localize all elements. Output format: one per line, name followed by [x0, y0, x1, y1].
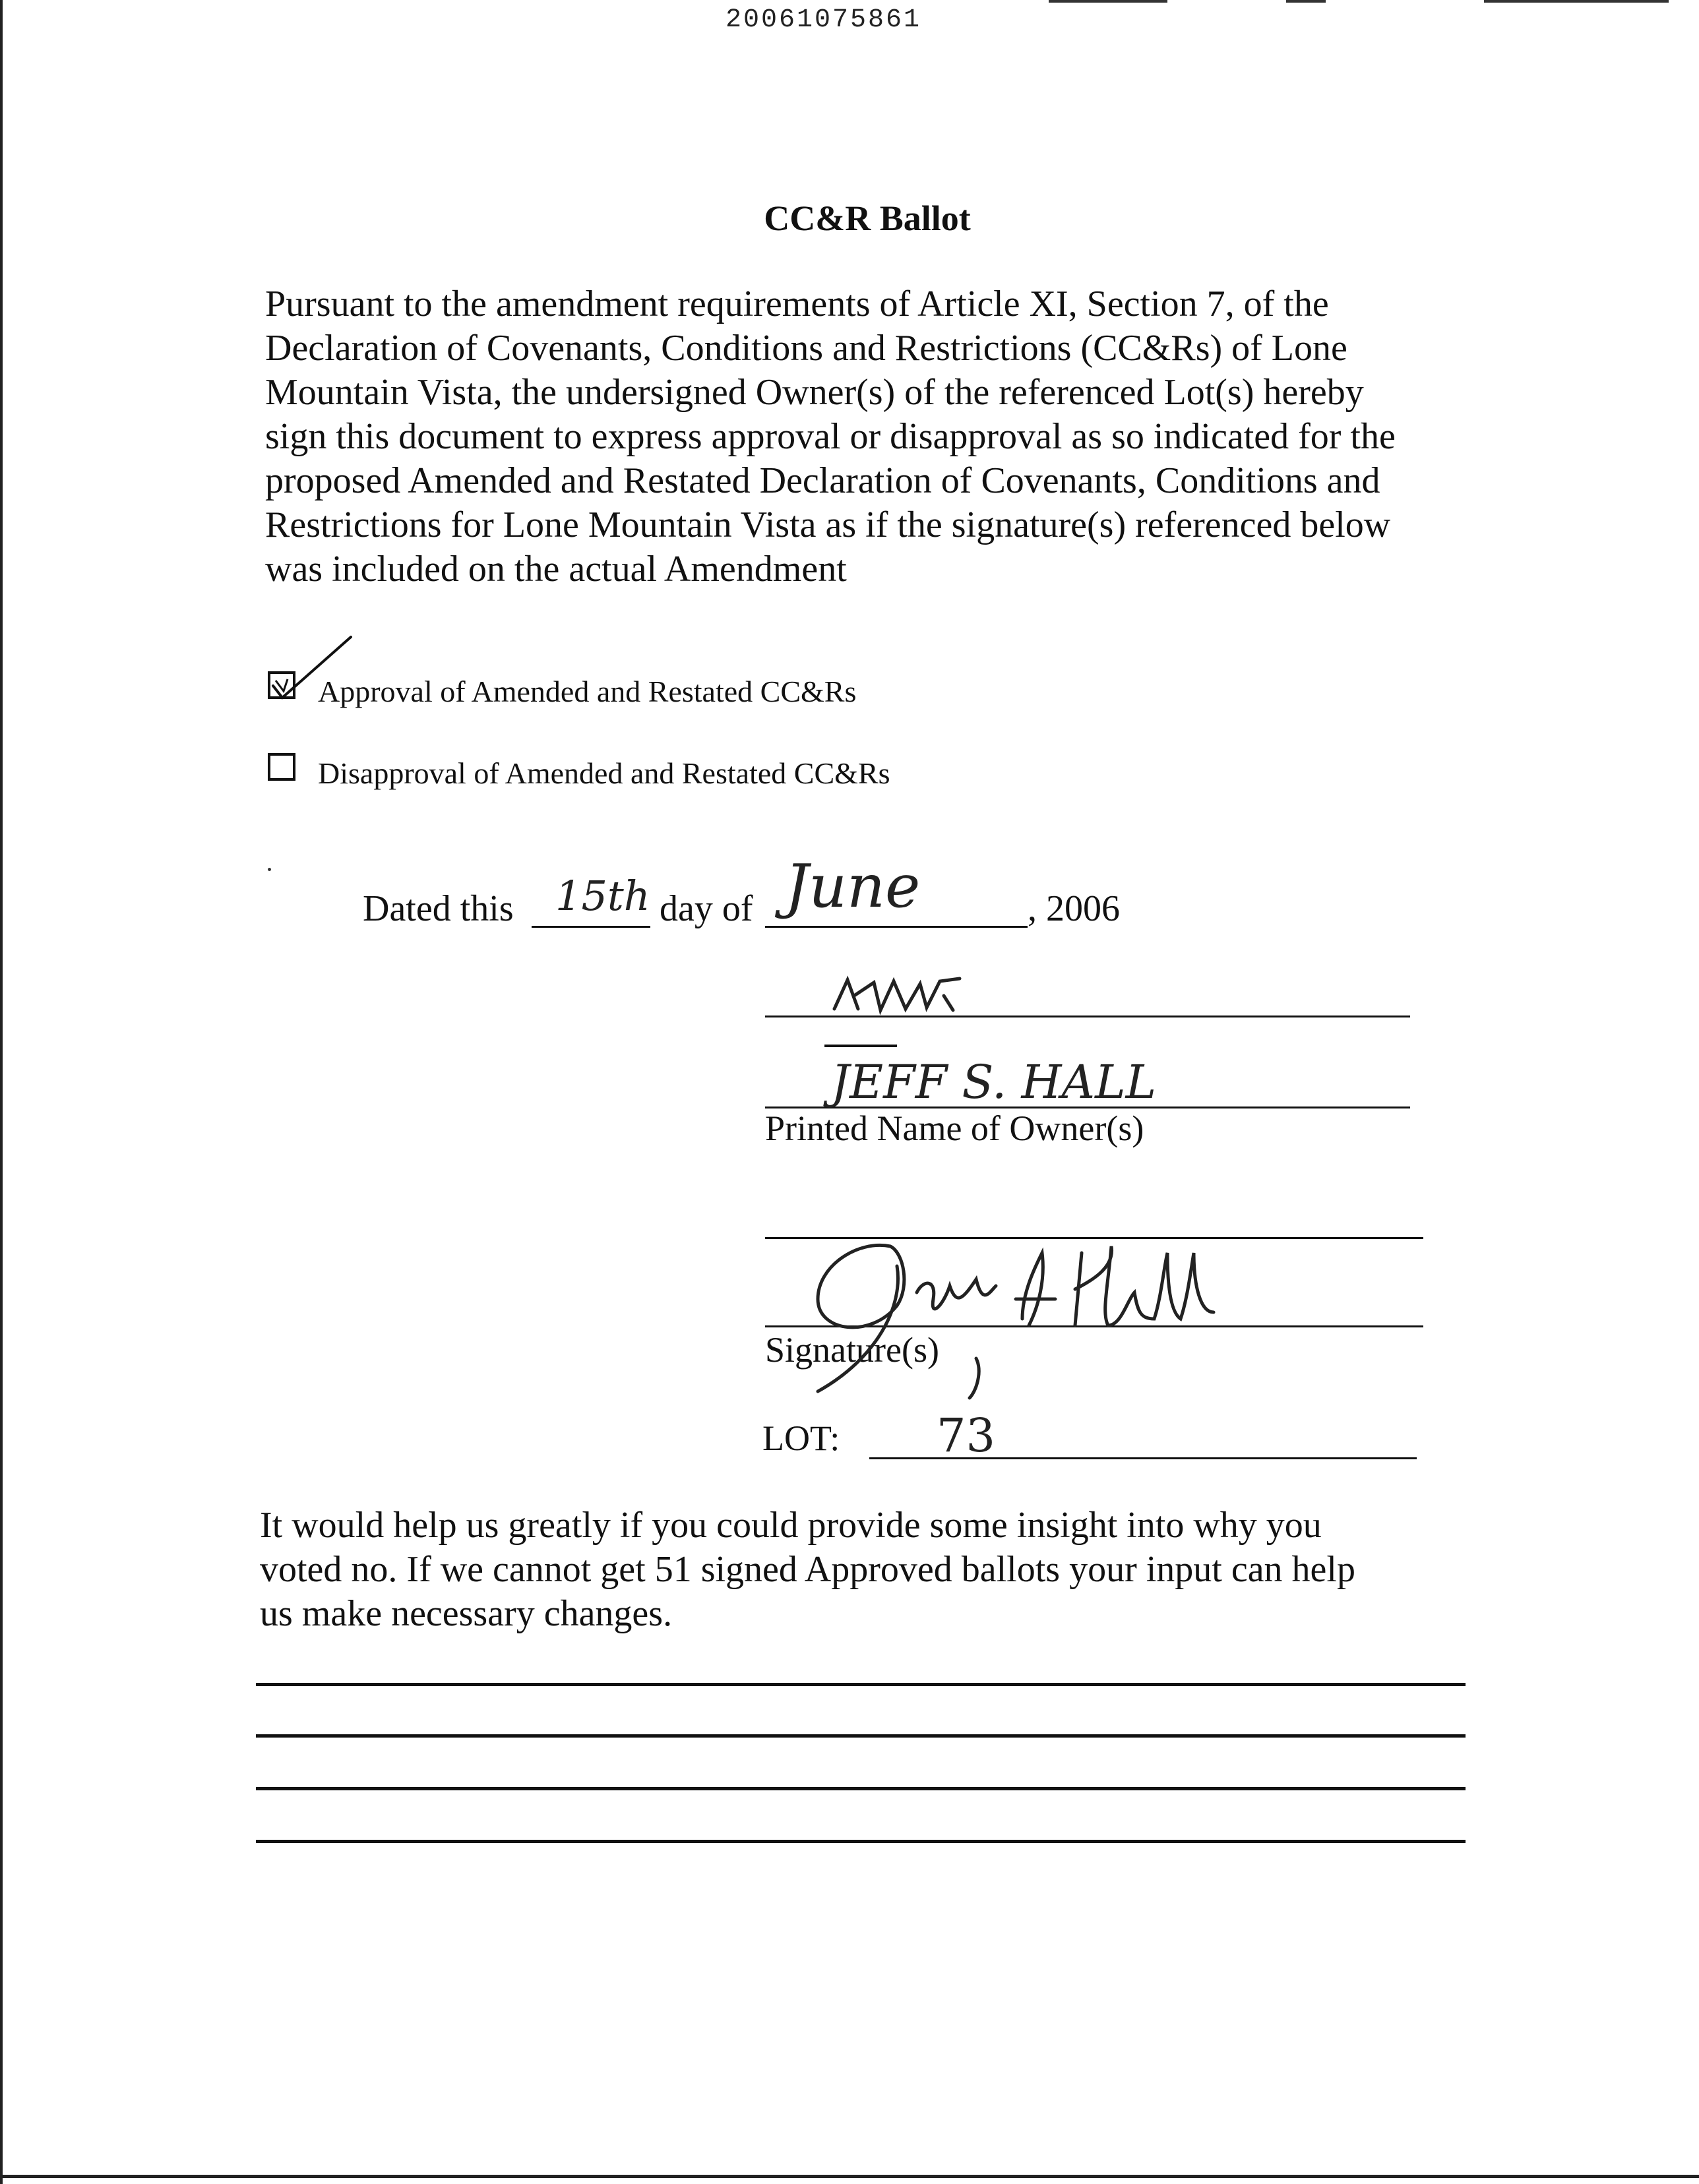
disapproval-label: Disapproval of Amended and Restated CC&Rs — [318, 756, 890, 790]
dated-middle: day of — [660, 888, 753, 929]
stray-dot — [268, 868, 271, 871]
handwritten-signature — [778, 1227, 1227, 1411]
signature-label: Signature(s) — [765, 1330, 939, 1370]
comment-line-3[interactable] — [256, 1787, 1466, 1790]
month-handwritten: June — [785, 852, 921, 921]
dated-prefix: Dated this — [363, 888, 514, 929]
month-line — [765, 926, 1028, 928]
top-rule-1 — [1049, 0, 1167, 3]
initials-bar — [824, 1045, 897, 1047]
day-line — [532, 926, 650, 928]
lot-label: LOT: — [762, 1418, 840, 1458]
printed-name-label: Printed Name of Owner(s) — [765, 1108, 1144, 1148]
disapproval-option[interactable] — [268, 749, 993, 795]
scan-left-edge — [0, 0, 3, 2184]
approval-label: Approval of Amended and Restated CC&Rs — [318, 675, 857, 708]
day-handwritten: 15th — [555, 872, 650, 920]
approval-option[interactable] — [268, 666, 993, 712]
comment-line-4[interactable] — [256, 1840, 1466, 1843]
page-title: CC&R Ballot — [764, 198, 971, 238]
dated-suffix: , 2006 — [1028, 888, 1120, 929]
disapproval-checkbox[interactable] — [268, 753, 295, 781]
intro-paragraph: Pursuant to the amendment requirements of Article XI, Section 7, of the Declaration of Covenants, Conditions and Restrictions (CC&Rs) of Lone Mountain Vista, the undersigned Owner(s) of the referenced Lot(s) hereby sign this document to express approval or disapproval as so indicated for the proposed Amended and Restated Declaration of Covenants, Conditions and Restrictions for Lone Mountain Vista as if the signature(s) referenced below was included on the actual Amendment — [265, 284, 1396, 590]
lot-handwritten: 73 — [937, 1409, 996, 1463]
printed-name-handwritten: JEFF S. HALL — [831, 1055, 1157, 1109]
top-rule-3 — [1484, 0, 1669, 3]
initials-scribble — [828, 969, 986, 1019]
top-rule-2 — [1286, 0, 1326, 3]
closing-paragraph: It would help us greatly if you could provide some insight into why you voted no. If we cannot get 51 signed Approved ballots your input can help us make necessary changes. — [260, 1505, 1355, 1634]
comment-line-2[interactable] — [256, 1734, 1466, 1738]
document-id-number: 20061075861 — [726, 5, 922, 35]
scan-bottom-edge — [0, 2175, 1699, 2178]
comment-line-1[interactable] — [256, 1683, 1466, 1686]
